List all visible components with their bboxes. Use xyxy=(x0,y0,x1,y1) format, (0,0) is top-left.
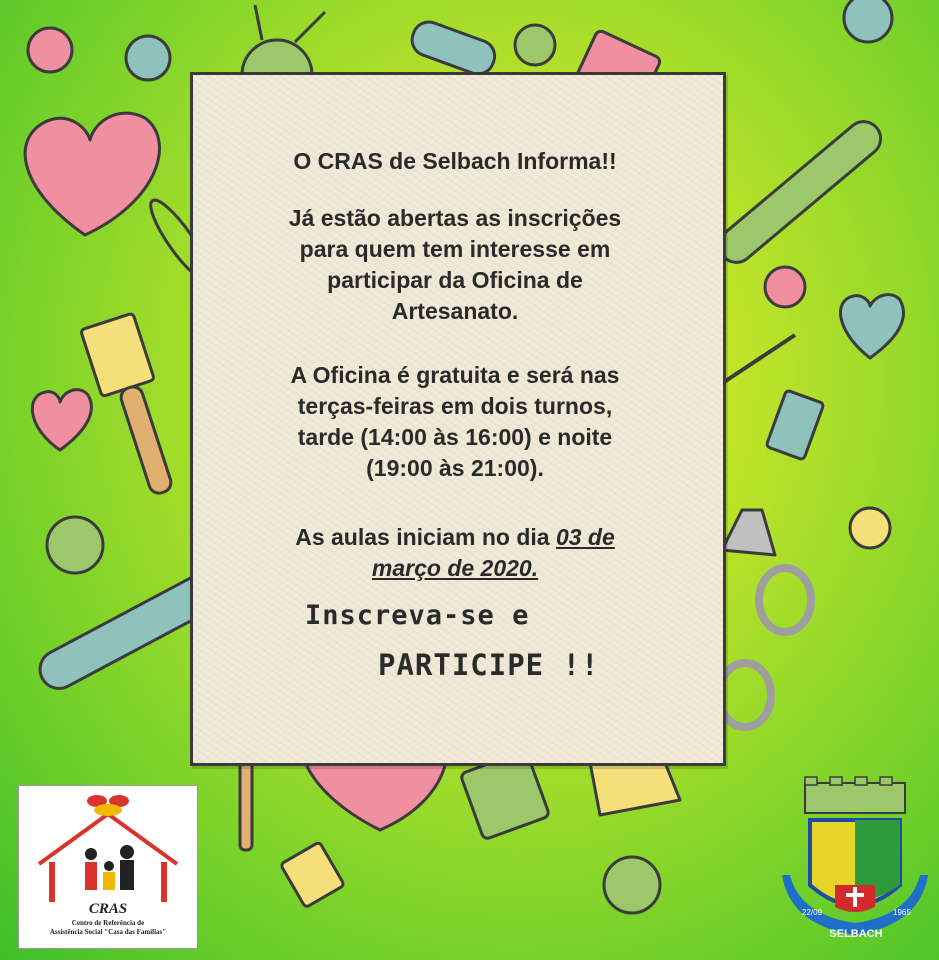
text-line: para quem tem interesse em xyxy=(299,236,611,262)
call-to-action-1: Inscreva-se e xyxy=(305,600,530,631)
heart-icon xyxy=(25,113,159,235)
button-icon xyxy=(604,857,660,913)
emblem-date: 22/09 xyxy=(802,908,823,917)
cras-logo-line1: Centro de Referência de xyxy=(71,919,145,927)
call-to-action-2: PARTICIPE !! xyxy=(378,648,600,682)
text-line: Artesanato. xyxy=(391,298,519,324)
button-icon xyxy=(850,508,890,548)
thread-skein-icon xyxy=(408,18,500,79)
selbach-coat-of-arms xyxy=(780,775,930,950)
thread-spool-icon xyxy=(766,390,824,460)
brush-icon xyxy=(81,313,155,397)
button-icon xyxy=(765,267,805,307)
cras-logo xyxy=(18,785,198,949)
cras-logo-name: CRAS xyxy=(88,901,128,917)
text-line: As aulas iniciam no dia xyxy=(295,524,550,550)
heart-icon xyxy=(32,390,91,450)
text-line: (19:00 às 21:00). xyxy=(366,455,544,481)
button-icon xyxy=(515,25,555,65)
text-line: terças-feiras em dois turnos, xyxy=(297,393,613,419)
button-icon xyxy=(47,517,103,573)
text-line: participar da Oficina de xyxy=(327,267,583,293)
button-icon xyxy=(844,0,892,42)
notice-title: O CRAS de Selbach Informa!! xyxy=(293,148,617,174)
cras-logo-line2: Assistência Social "Casa das Famílias" xyxy=(49,928,167,936)
embroidery-floss-icon xyxy=(712,115,887,270)
selbach-emblem-name: SELBACH xyxy=(829,928,883,940)
text-line: tarde (14:00 às 16:00) e noite xyxy=(297,424,613,450)
paragraph-registrations xyxy=(190,203,720,327)
heart-icon xyxy=(840,295,903,358)
start-date: março de 2020. xyxy=(371,555,539,581)
button-icon xyxy=(28,28,72,72)
thimble-icon xyxy=(722,510,775,555)
button-icon xyxy=(126,36,170,80)
emblem-year: 1965 xyxy=(893,908,911,917)
cras-house-icon xyxy=(19,786,197,906)
paragraph-schedule xyxy=(190,360,720,484)
start-date: 03 de xyxy=(555,524,615,550)
text-line: A Oficina é gratuita e será nas xyxy=(290,362,620,388)
text-line: Já estão abertas as inscrições xyxy=(288,205,622,231)
paragraph-start-date xyxy=(190,522,720,584)
thread-spool-icon xyxy=(280,842,344,908)
